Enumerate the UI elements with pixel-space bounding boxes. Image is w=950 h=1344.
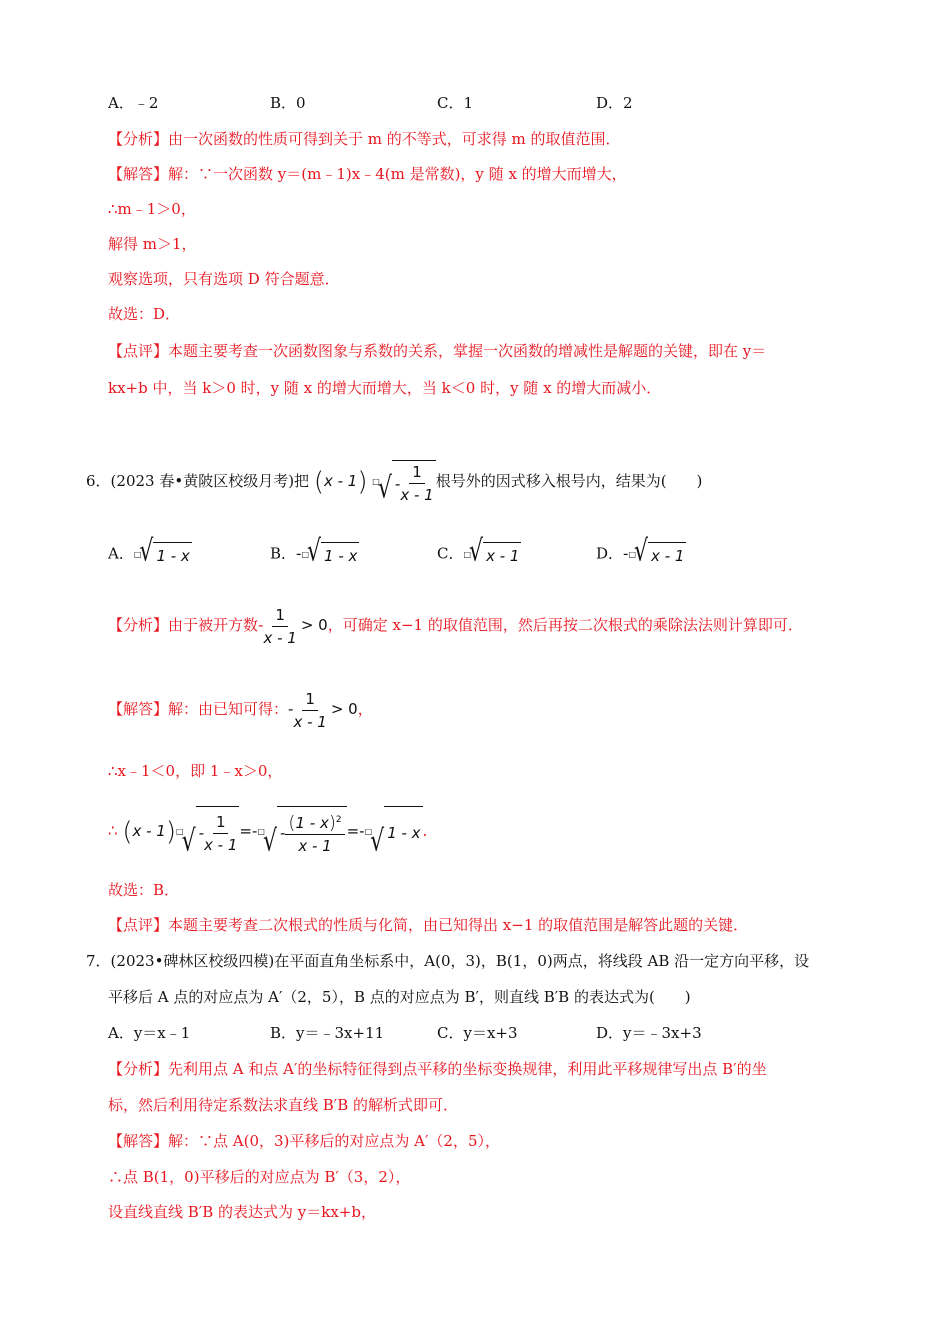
answer-tag: 【解答】: [108, 165, 169, 183]
q7-option-a: A．y＝x﹣1: [108, 1024, 191, 1042]
option-c-radical: √ x - 1: [469, 534, 520, 569]
q5-option-d: D．2: [596, 94, 633, 112]
answer-text: 解：∵一次函数 y＝(m﹣1)x﹣4(m 是常数)，y 随 x 的增大而增大，: [168, 165, 627, 183]
radical-sign-icon: √: [634, 534, 649, 569]
q6-comment: [108, 914, 748, 936]
rhs-radical: √ 1 - x: [370, 806, 422, 857]
q6-option-b: B．-□ √ 1 - x: [270, 534, 358, 569]
root-index: □: [372, 477, 380, 486]
q6-answer-final: 故选：B．: [108, 881, 180, 899]
mid-radical: √ - $\frac{(1 - x)^2}{x - 1}$: [263, 806, 347, 857]
q6-answer-derivation: ∴ (x - 1)□ √ - $\frac{1}{x - 1}$ =-□ √ - $\frac{(1 - x)^2}{x - 1}$ =-□ √ 1 - x ．: [108, 806, 438, 857]
q5-analysis: [108, 128, 621, 150]
answer-tag: 【解答】: [108, 700, 169, 718]
q5-option-b: B．0: [270, 94, 306, 112]
q5-answer-line-3: 解得 m＞1，: [108, 235, 197, 253]
q6-stem-tail: 根号外的因式移入根号内，结果为( ): [435, 472, 703, 490]
lhs-radical: √ - $\frac{1}{x - 1}$: [182, 806, 240, 857]
stem-factor: x - 1: [323, 472, 358, 490]
q7-stem-line-2: 平移后 A 点的对应点为 A′（2，5），B 点的对应点为 B′，则直线 B′B 的表达式为( ): [108, 988, 691, 1006]
answer-fraction: $\frac{1}{x - 1}$: [293, 689, 327, 731]
q5-option-c: C．1: [437, 94, 474, 112]
q7-answer-line-3: 设直线直线 B′B 的表达式为 y＝kx+b，: [108, 1203, 376, 1221]
q6-analysis: 【分析】由于被开方数- $\frac{1}{x - 1}$ > 0，可确定 x−1 的取值范围，然后再按二次根式的乘除法法则计算即可．: [108, 605, 803, 647]
comment-tag: 【点评】: [108, 342, 169, 360]
q7-answer-line-2: ∴点 B(1，0)平移后的对应点为 B′（3，2），: [108, 1168, 411, 1186]
comment-tag: 【点评】: [108, 916, 169, 934]
option-b-radical: √ 1 - x: [307, 534, 358, 569]
radical-sign-icon: √: [139, 534, 154, 569]
right-paren: ): [357, 467, 368, 497]
q7-answer-line-1: 【解答】解：∵点 A(0，3)平移后的对应点为 A′（2，5），: [108, 1132, 501, 1150]
minus-sign: -: [394, 474, 401, 493]
q5-option-a: A．﹣2: [108, 94, 159, 112]
radical-sign-icon: √: [469, 534, 484, 569]
q7-option-c: C．y＝x+3: [437, 1024, 518, 1042]
radical-sign-icon: √: [377, 471, 392, 506]
q7-stem-line-1: 7．(2023•碑林区校级四模)在平面直角坐标系中，A(0，3)，B(1，0)两点，将线段 AB 沿一定方向平移，设: [86, 952, 810, 970]
q5-answer-line-1: [108, 163, 627, 185]
analysis-fraction: $\frac{1}{x - 1}$: [263, 605, 297, 647]
stem-fraction: $\frac{1}{x - 1}$: [400, 463, 434, 504]
option-d-radical: √ x - 1: [634, 534, 685, 569]
analysis-text: 由一次函数的性质可得到关于 m 的不等式，可求得 m 的取值范围．: [168, 130, 621, 148]
option-a-radical: √ 1 - x: [139, 534, 190, 569]
q5-answer-line-2: ∴m﹣1＞0，: [108, 200, 196, 218]
q7-number: 7．: [86, 952, 111, 970]
radical-sign-icon: √: [262, 824, 277, 859]
radical-sign-icon: √: [181, 824, 196, 859]
q6-answer-line-1: 【解答】解：由已知可得：- $\frac{1}{x - 1}$ > 0，: [108, 689, 373, 731]
comment-text: 本题主要考查二次根式的性质与化简，由已知得出 x−1 的取值范围是解答此题的关键．: [168, 916, 749, 934]
q7-option-d: D．y＝﹣3x+3: [596, 1024, 702, 1042]
q5-answer-line-4: 观察选项，只有选项 D 符合题意．: [108, 270, 340, 288]
q6-option-c: C．□ √ x - 1: [437, 534, 520, 569]
q6-source: (2023 春•黄陂区校级月考)把: [110, 472, 310, 490]
q6-answer-line-2: ∴x﹣1＜0，即 1﹣x＞0，: [108, 762, 283, 780]
answer-tag: 【解答】: [108, 1132, 169, 1150]
left-paren: (: [313, 467, 324, 497]
q7-analysis-line-1: 【分析】先利用点 A 和点 A′的坐标特征得到点平移的坐标变换规律，利用此平移规律写出点 B′的坐: [108, 1060, 767, 1078]
radical-sign-icon: √: [307, 534, 322, 569]
therefore-sign: ∴: [108, 821, 118, 840]
q5-comment-line-1: [108, 340, 766, 362]
analysis-tag: 【分析】: [108, 130, 169, 148]
q5-comment-line-2: kx+b 中，当 k＞0 时，y 随 x 的增大而增大，当 k＜0 时，y 随 x 的增大而减小．: [108, 379, 662, 397]
q6-number: 6．: [86, 472, 111, 490]
analysis-tag: 【分析】: [108, 616, 169, 634]
q6-option-d: D．-□ √ x - 1: [596, 534, 685, 569]
stem-radical: [378, 460, 436, 504]
q7-option-b: B．y＝﹣3x+11: [270, 1024, 385, 1042]
q6-option-a: A．□ √ 1 - x: [108, 534, 190, 569]
q7-analysis-line-2: 标，然后利用待定系数法求直线 B′B 的解析式即可．: [108, 1096, 458, 1114]
analysis-tag: 【分析】: [108, 1060, 169, 1078]
q6-stem: [86, 460, 702, 504]
q5-answer-line-5: 故选：D．: [108, 305, 181, 323]
radical-sign-icon: √: [370, 824, 385, 859]
comment-text: 本题主要考查一次函数图象与系数的关系，掌握一次函数的增减性是解题的关键，即在 y＝: [168, 342, 767, 360]
